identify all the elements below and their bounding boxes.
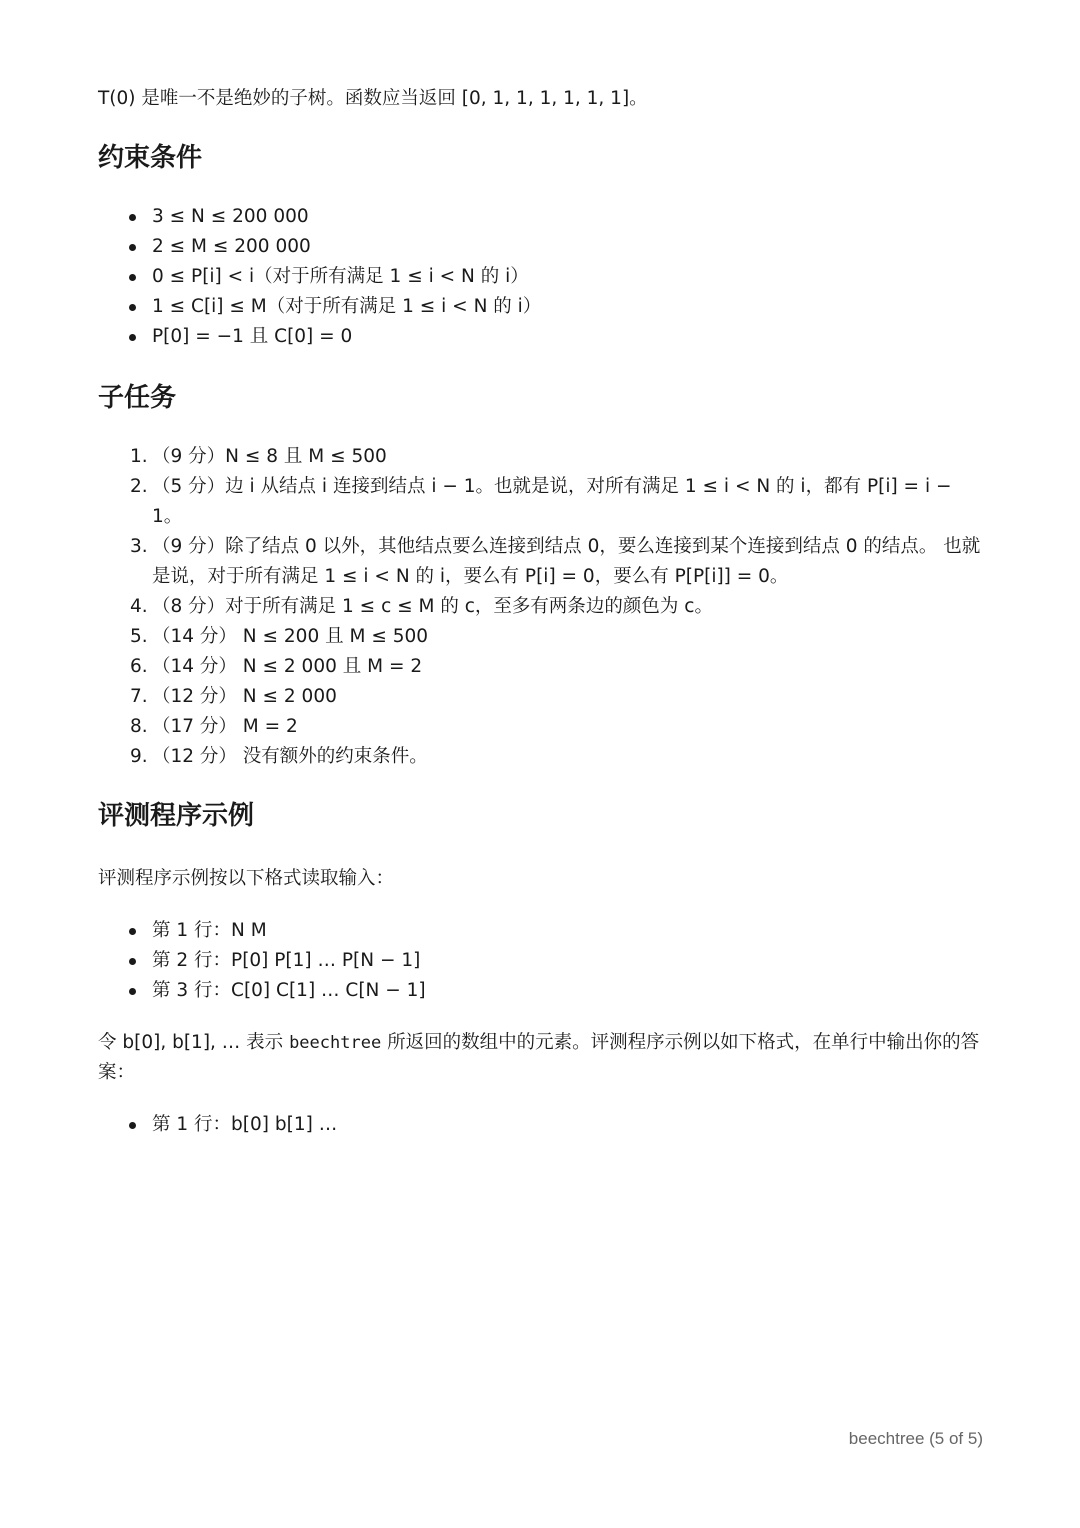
document-page [98, 80, 984, 1140]
list-item: 3 ≤ N ≤ 200 000 [98, 202, 984, 232]
list-item: 第 1 行：b[0] b[1] … [98, 1110, 984, 1140]
subtask-item [98, 742, 984, 772]
subtask-number: 2. [130, 476, 148, 497]
list-item: 2 ≤ M ≤ 200 000 [98, 232, 984, 262]
page-footer: beechtree (5 of 5) [848, 1429, 983, 1448]
subtask-item [98, 682, 984, 712]
output-description [98, 1028, 984, 1088]
subtask-item [98, 472, 984, 532]
intro-line: T(0) 是唯一不是绝妙的子树。函数应当返回 [0, 1, 1, 1, 1, 1, 1]。 [98, 88, 648, 109]
subtask-number: 4. [130, 596, 148, 617]
output-format-list [98, 1110, 984, 1140]
output-prefix: 令 b[0], b[1], … 表示 [98, 1032, 290, 1053]
grader-intro: 评测程序示例按以下格式读取输入： [98, 868, 395, 889]
subtasks-list [98, 442, 984, 772]
output-suffix: 所返回的数组中的元素。评测程序示例以如下格式，在单行中输出你的答案： [98, 1032, 980, 1083]
subtask-item [98, 652, 984, 682]
list-item: 第 2 行：P[0] P[1] … P[N − 1] [98, 946, 984, 976]
subtask-item [98, 442, 984, 472]
subtasks-heading: 子任务 [98, 383, 177, 413]
subtask-item [98, 712, 984, 742]
list-item: 第 1 行：N M [98, 916, 984, 946]
subtask-number: 1. [130, 446, 148, 467]
subtask-text: （12 分） N ≤ 2 000 [152, 686, 337, 707]
subtask-item [98, 592, 984, 622]
subtask-number: 6. [130, 656, 148, 677]
function-name: beechtree [289, 1033, 382, 1053]
subtask-number: 8. [130, 716, 148, 737]
subtask-item [98, 622, 984, 652]
subtask-number: 3. [130, 536, 148, 557]
list-item: 第 3 行：C[0] C[1] … C[N − 1] [98, 976, 984, 1006]
constraints-list [98, 202, 984, 352]
list-item: 0 ≤ P[i] < i（对于所有满足 1 ≤ i < N 的 i） [98, 262, 984, 292]
constraints-heading: 约束条件 [98, 143, 203, 173]
subtask-text: （9 分）N ≤ 8 且 M ≤ 500 [152, 446, 387, 467]
subtask-number: 9. [130, 746, 148, 767]
input-format-list [98, 916, 984, 1006]
subtask-text: （9 分）除了结点 0 以外，其他结点要么连接到结点 0，要么连接到某个连接到结点 0 的结点。 也就是说，对于所有满足 1 ≤ i < N 的 i，要么有 P[i] = 0，要么有 P[P[i]] = 0。 [152, 536, 981, 587]
subtask-text: （12 分） 没有额外的约束条件。 [152, 746, 428, 767]
subtask-text: （14 分） N ≤ 200 且 M ≤ 500 [152, 626, 429, 647]
subtask-item [98, 532, 984, 592]
list-item: P[0] = −1 且 C[0] = 0 [98, 322, 984, 352]
grader-heading: 评测程序示例 [98, 801, 255, 831]
subtask-number: 7. [130, 686, 148, 707]
subtask-text: （14 分） N ≤ 2 000 且 M = 2 [152, 656, 423, 677]
subtask-text: （17 分） M = 2 [152, 716, 298, 737]
subtask-text: （8 分）对于所有满足 1 ≤ c ≤ M 的 c，至多有两条边的颜色为 c。 [152, 596, 713, 617]
subtask-number: 5. [130, 626, 148, 647]
list-item: 1 ≤ C[i] ≤ M（对于所有满足 1 ≤ i < N 的 i） [98, 292, 984, 322]
subtask-text: （5 分）边 i 从结点 i 连接到结点 i − 1。也就是说，对所有满足 1 ≤ i < N 的 i，都有 P[i] = i − 1。 [152, 476, 952, 527]
